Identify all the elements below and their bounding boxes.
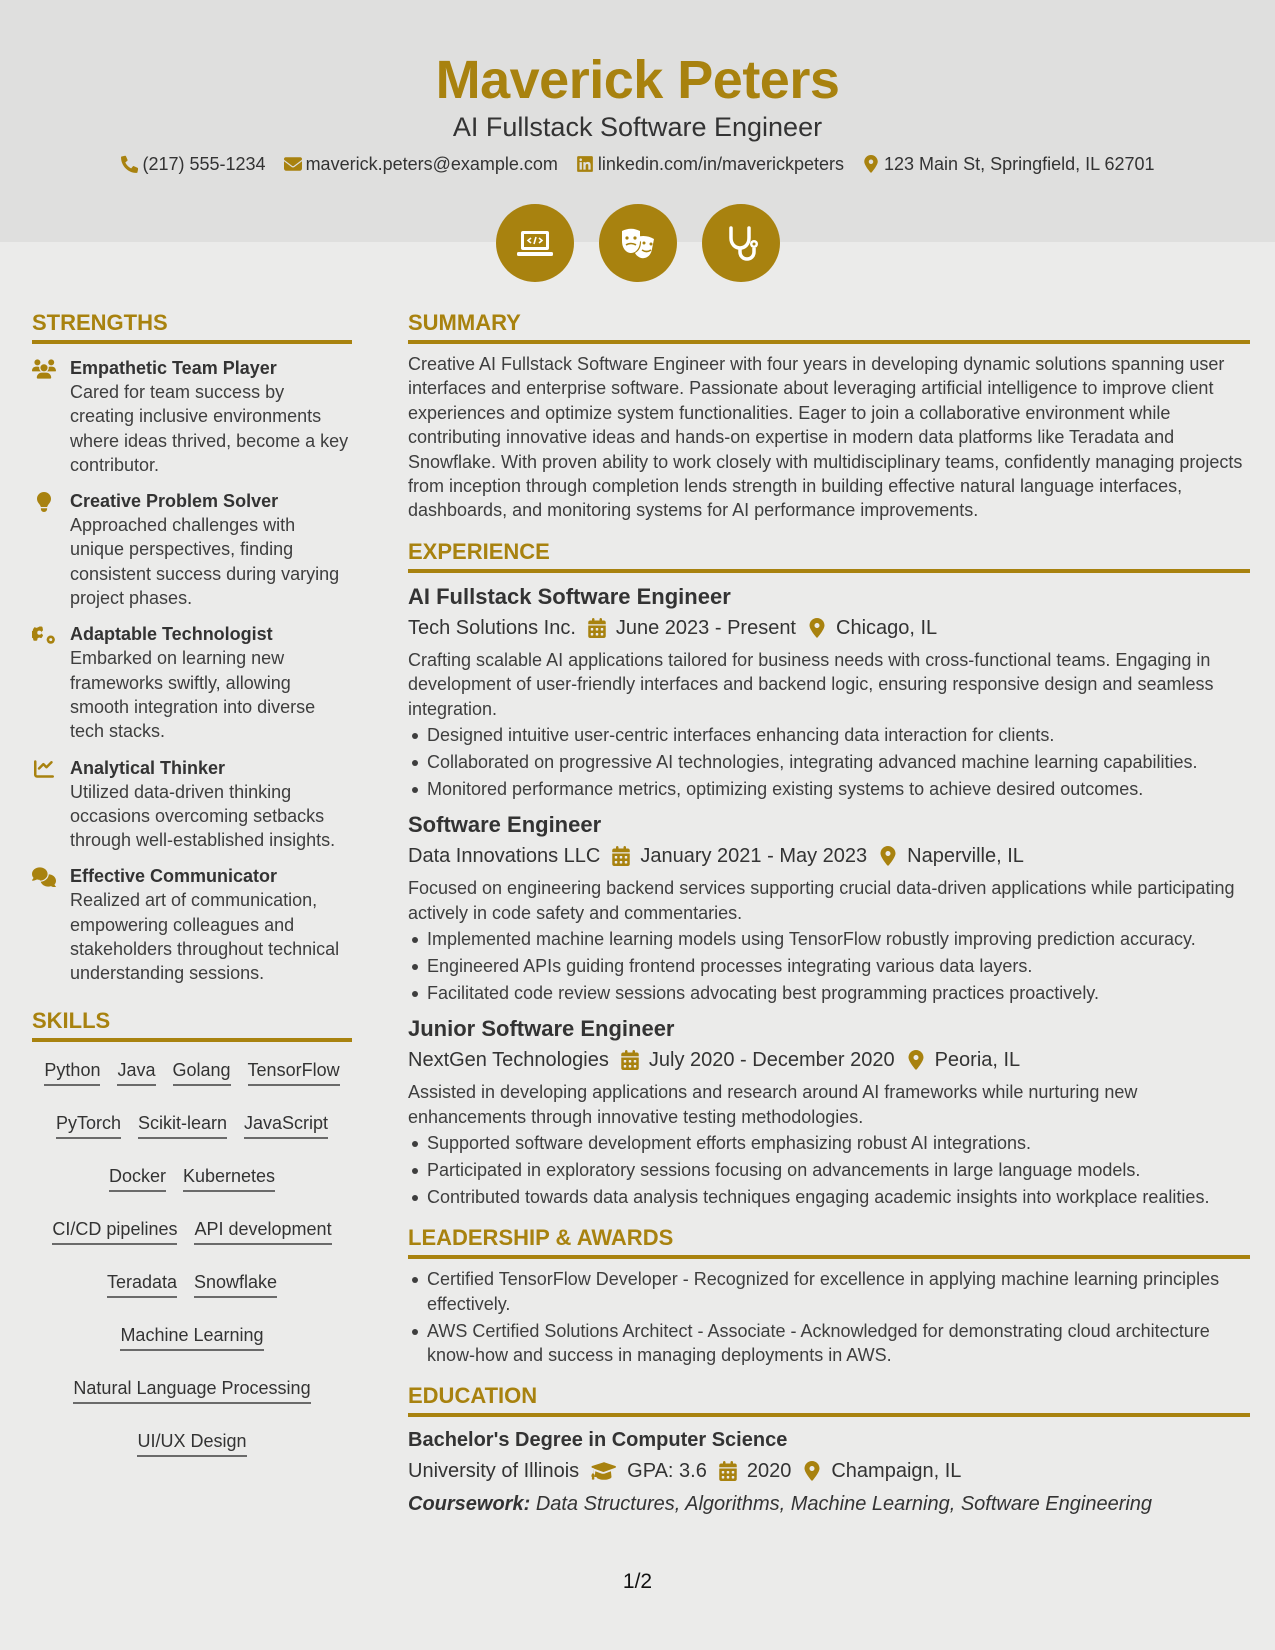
education-coursework [408, 1491, 1250, 1517]
strength-text: Cared for team success by creating inclusive environments where ideas thrived, become a key contributor. [70, 382, 349, 475]
job-bullet: Implemented machine learning models using TensorFlow robustly improving prediction accuracy. [408, 927, 1250, 951]
job-title: AI Fullstack Software Engineer [408, 583, 731, 609]
envelope-icon [284, 155, 302, 173]
interest-icons [0, 204, 1275, 282]
cogs-icon [32, 625, 56, 645]
map-marker-icon [907, 1050, 925, 1070]
skill-tag: Snowflake [194, 1270, 277, 1298]
job-meta [408, 1046, 1250, 1074]
strength-item [32, 622, 352, 743]
job-description: Focused on engineering backend services supporting crucial data-driven applications while participating actively in code safety and commentaries. [408, 878, 1235, 923]
skill-tag: Teradata [107, 1270, 177, 1298]
map-marker-icon [808, 618, 826, 638]
job-meta [408, 842, 1250, 870]
skill-tag: Machine Learning [120, 1323, 263, 1351]
strength-text: Approached challenges with unique perspectives, finding consistent success during varying project phases. [70, 515, 340, 609]
job-location: Peoria, IL [934, 1049, 1021, 1072]
job-dates: January 2021 - May 2023 [640, 845, 868, 868]
skills-heading: SKILLS [32, 1006, 352, 1042]
job-bullet: Facilitated code review sessions advocating best programming practices proactively. [408, 981, 1250, 1005]
skill-tag: API development [194, 1217, 331, 1245]
job-bullet: Designed intuitive user-centric interfaces enhancing data interaction for clients. [408, 723, 1250, 747]
left-column [32, 308, 352, 1474]
job-bullets [408, 1131, 1250, 1209]
job-title: Junior Software Engineer [408, 1016, 675, 1042]
education-heading: EDUCATION [408, 1381, 1250, 1417]
page-number: 1/2 [622, 1570, 653, 1593]
job-dates: June 2023 - Present [615, 616, 796, 639]
education-degree: Bachelor's Degree in Computer Science [408, 1429, 788, 1452]
contact-address [862, 154, 1155, 175]
strength-text: Embarked on learning new frameworks swiftly, allowing smooth integration into diverse tech stacks. [70, 648, 316, 742]
strengths-heading: STRENGTHS [32, 308, 352, 344]
skill-tag: TensorFlow [248, 1058, 340, 1086]
chart-line-icon [32, 759, 56, 779]
right-column [408, 308, 1250, 1517]
graduation-cap-icon [591, 1461, 617, 1481]
lightbulb-icon [32, 492, 56, 512]
job-bullet: Supported software development efforts emphasizing robust AI integrations. [408, 1131, 1250, 1155]
address-text: 123 Main St, Springfield, IL 62701 [884, 153, 1155, 174]
contact-bar [0, 151, 1275, 177]
education-year: 2020 [746, 1460, 792, 1483]
phone-icon [120, 155, 138, 173]
candidate-name: Maverick Peters [435, 50, 840, 110]
job-bullet: Contributed towards data analysis techniques engaging academic insights into workplace realities. [408, 1185, 1250, 1209]
experience-heading: EXPERIENCE [408, 537, 1250, 573]
strength-title: Empathetic Team Player [70, 358, 277, 378]
strength-title: Creative Problem Solver [70, 491, 279, 512]
job-company: Data Innovations LLC [408, 845, 601, 868]
strength-title: Adaptable Technologist [70, 624, 273, 645]
coursework-label: Coursework: [408, 1493, 531, 1516]
job-title: Software Engineer [408, 812, 602, 838]
strength-item [32, 489, 352, 610]
theater-masks-icon [599, 204, 677, 282]
skills-list [32, 1050, 352, 1474]
job-location: Chicago, IL [836, 616, 938, 639]
job-bullets [408, 927, 1250, 1005]
job-bullets [408, 723, 1250, 801]
strength-item [32, 756, 352, 853]
skill-tag: Scikit-learn [138, 1111, 227, 1139]
leadership-heading: LEADERSHIP & AWARDS [408, 1223, 1250, 1259]
stethoscope-icon [702, 204, 780, 282]
job-description: Crafting scalable AI applications tailored for business needs with cross-functional teams. Engaging in development of user-friendly interfaces and backend logic, ensuring responsive design and seamless integration. [408, 649, 1214, 719]
skill-tag: Docker [109, 1164, 166, 1192]
map-marker-icon [862, 155, 880, 173]
strength-text: Utilized data-driven thinking occasions overcoming setbacks through well-established insights. [70, 781, 336, 851]
job-meta [408, 614, 1250, 642]
job-dates: July 2020 - December 2020 [648, 1049, 895, 1072]
users-icon [32, 359, 56, 379]
education-location: Champaign, IL [831, 1460, 962, 1483]
award-item: Certified TensorFlow Developer - Recognized for excellence in applying machine learning principles effectively. [408, 1267, 1250, 1316]
calendar-icon [719, 1461, 737, 1481]
skill-tag: PyTorch [56, 1111, 121, 1139]
strength-item [32, 356, 352, 477]
strength-title: Effective Communicator [70, 866, 278, 887]
candidate-title: AI Fullstack Software Engineer [452, 112, 823, 142]
job-description: Assisted in developing applications and research around AI frameworks while nurturing new enhancements through innovative testing methodologies. [408, 1082, 1138, 1127]
skill-tag: Java [117, 1058, 155, 1086]
skill-tag: JavaScript [244, 1111, 328, 1139]
calendar-icon [612, 846, 630, 866]
education-school: University of Illinois [408, 1460, 580, 1483]
education-gpa: GPA: 3.6 [627, 1460, 707, 1483]
map-marker-icon [803, 1461, 821, 1481]
calendar-icon [588, 618, 606, 638]
job-bullet: Collaborated on progressive AI technologies, integrating advanced machine learning capabilities. [408, 750, 1250, 774]
contact-phone [120, 154, 265, 175]
skill-tag: UI/UX Design [137, 1429, 246, 1457]
strength-title: Analytical Thinker [70, 757, 226, 778]
linkedin-text: linkedin.com/in/maverickpeters [597, 153, 845, 174]
job-company: NextGen Technologies [408, 1049, 609, 1072]
skill-tag: Python [44, 1058, 100, 1086]
job-entry [408, 811, 1250, 1005]
comments-icon [32, 867, 56, 887]
skill-tag: Golang [173, 1058, 231, 1086]
job-bullet: Monitored performance metrics, optimizing existing systems to achieve desired outcomes. [408, 777, 1250, 801]
job-bullet: Engineered APIs guiding frontend processes integrating various data layers. [408, 954, 1250, 978]
job-entry [408, 1015, 1250, 1209]
award-item: AWS Certified Solutions Architect - Associate - Acknowledged for demonstrating cloud architecture know-how and success in managing deployments in AWS. [408, 1319, 1250, 1368]
skill-tag: CI/CD pipelines [52, 1217, 177, 1245]
email-text: maverick.peters@example.com [305, 153, 558, 174]
job-location: Naperville, IL [907, 845, 1024, 868]
job-bullet: Participated in exploratory sessions focusing on advancements in large language models. [408, 1158, 1250, 1182]
skill-tag: Kubernetes [183, 1164, 275, 1192]
phone-text: (217) 555-1234 [142, 153, 266, 174]
summary-text: Creative AI Fullstack Software Engineer with four years in developing dynamic solutions spanning user interfaces and enterprise software. Passionate about leveraging artificial intelligence to improve client experiences and optimize system functionalities. Eager to join a collaborative environment while contributing innovative ideas and hands-on expertise in modern data platforms like Teradata and Snowflake. With proven ability to work closely with multidisciplinary teams, confidently managing projects from inception through completion lends strength in building effective natural language interfaces, dashboards, and monitoring systems for AI performance improvements. [408, 354, 1243, 521]
linkedin-icon [576, 155, 594, 173]
contact-linkedin[interactable] [576, 154, 844, 175]
strength-item [32, 864, 352, 985]
laptop-code-icon [496, 204, 574, 282]
strength-text: Realized art of communication, empowering colleagues and stakeholders throughout technical understanding sessions. [70, 890, 340, 984]
contact-email[interactable] [284, 154, 558, 175]
calendar-icon [621, 1050, 639, 1070]
job-company: Tech Solutions Inc. [408, 616, 576, 639]
skill-tag: Natural Language Processing [73, 1376, 310, 1404]
summary-heading: SUMMARY [408, 308, 1250, 344]
education-meta [408, 1457, 1250, 1485]
coursework-text: Data Structures, Algorithms, Machine Learning, Software Engineering [535, 1493, 1153, 1516]
leadership-list [408, 1267, 1250, 1367]
map-marker-icon [879, 846, 897, 866]
job-entry [408, 583, 1250, 801]
